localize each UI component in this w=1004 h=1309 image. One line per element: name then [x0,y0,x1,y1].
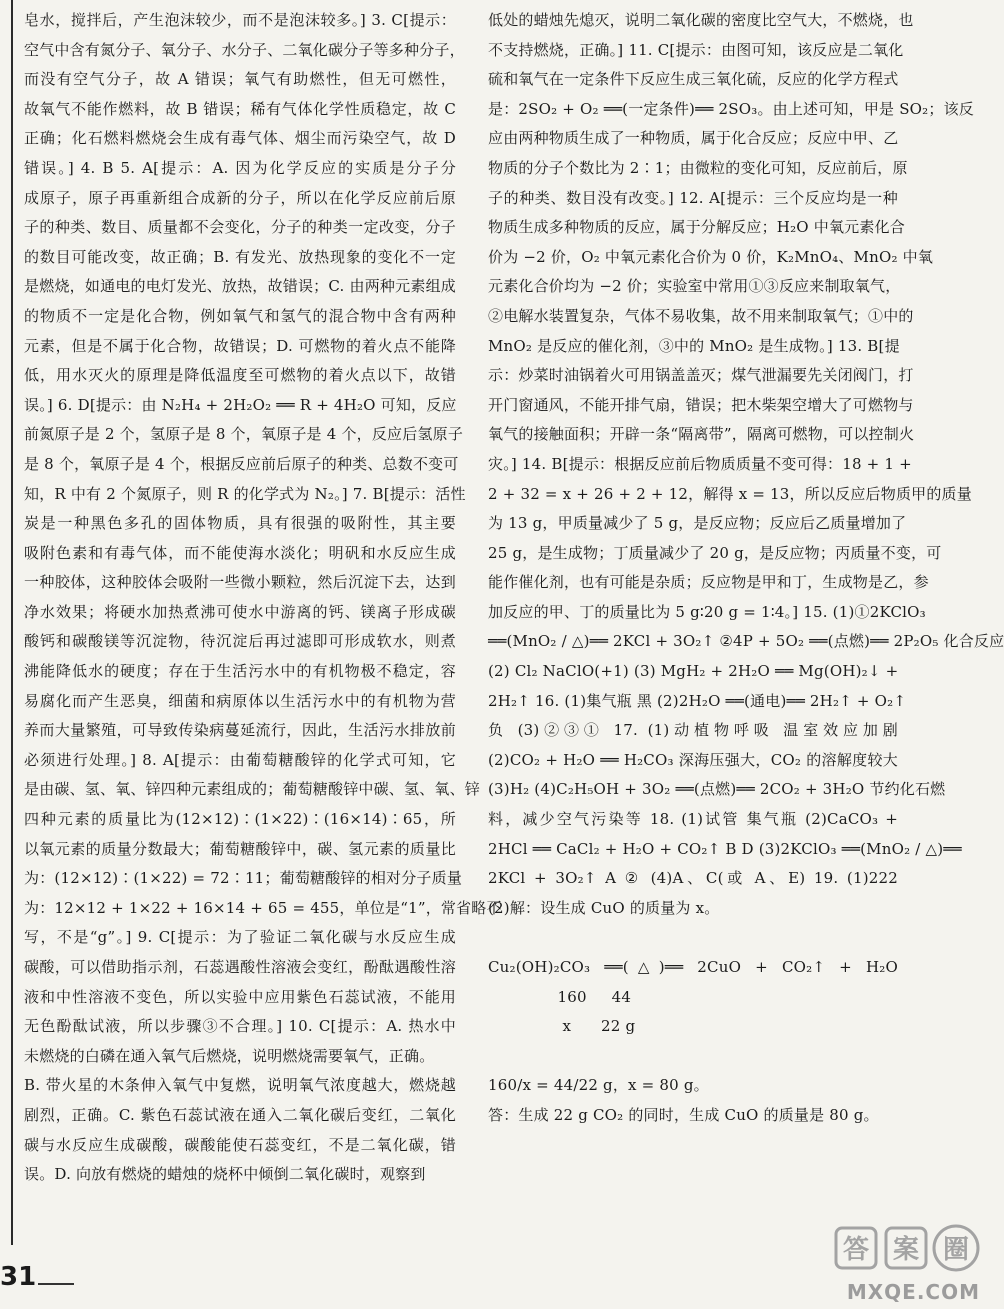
left-column-line: 养而大量繁殖，可导致传染病蔓延流行，因此，生活污水排放前 [24,721,456,740]
right-column-line: 是：2SO₂ + O₂ ══(一定条件)══ 2SO₃。由上述可知，甲是 SO₂；该反 [488,99,974,118]
left-column-line: 为：(12×12)∶(1×22) = 72∶11；葡萄糖酸锌的相对分子质量 [24,869,463,888]
right-column-line: 氧气的接触面积；开辟一条“隔离带”，隔离可燃物，可以控制火 [488,425,915,444]
left-column-line: 元素，但是不属于化合物，故错误；D. 可燃物的着火点不能降 [24,336,456,355]
left-column-line: 是 8 个，氧原子是 4 个，根据反应前后原子的种类、总数不变可 [24,454,459,473]
right-column-line: 2 + 32 = x + 26 + 2 + 12，解得 x = 13，所以反应后物质甲的质量 [488,484,972,503]
left-column-line: 无色酚酞试液，所以步骤③不合理。] 10. C[提示：A. 热水中 [24,1017,456,1036]
page-number: 31 [0,1262,37,1292]
left-column-line: 液和中性溶液不变色，所以实验中应用紫色石蕊试液，不能用 [24,987,456,1006]
left-column-line: 故氧气不能作燃料，故 B 错误；稀有气体化学性质稳定，故 C [24,99,456,118]
watermark-char-3: 圈 [942,1235,970,1265]
left-column-line: 低，用水灭火的原理是降低温度至可燃物的着火点以下，故错 [24,366,456,385]
left-column-line: 未燃烧的白磷在通入氧气后燃烧，说明燃烧需要氧气，正确。 [24,1046,435,1065]
left-column-line: 知，R 中有 2 个氮原子，则 R 的化学式为 N₂。] 7. B[提示：活性 [24,484,466,503]
right-column-line: 答：生成 22 g CO₂ 的同时，生成 CuO 的质量是 80 g。 [488,1105,879,1124]
right-column-line: (2)解：设生成 CuO 的质量为 x。 [488,898,720,917]
left-column-line: 子的种类、数目、质量都不会变化，分子的种类一定改变，分子 [24,218,456,237]
left-column-line: 必须进行处理。] 8. A[提示：由葡萄糖酸锌的化学式可知，它 [24,750,456,769]
left-column-line: 剧烈，正确。C. 紫色石蕊试液在通入二氧化碳后变红，二氧化 [24,1105,456,1124]
watermark-site-text: MXQE.COM [846,1280,980,1304]
left-column-line: 酸钙和碳酸镁等沉淀物，待沉淀后再过滤即可形成软水，则煮 [24,632,456,651]
right-column-line: 开门窗通风，不能开排气扇，错误；把木柴架空增大了可燃物与 [488,395,914,414]
left-column-line: 成原子，原子再重新组合成新的分子，所以在化学反应前后原 [24,188,456,207]
left-column-line: 炭是一种黑色多孔的固体物质，具有很强的吸附性，其主要 [24,514,456,533]
right-column-line: 应由两种物质生成了一种物质，属于化合反应；反应中甲、乙 [488,129,899,148]
right-column-line: ══(MnO₂ / △)══ 2KCl + 3O₂↑ ②4P + 5O₂ ══(点燃)══ 2P₂O₅ 化合反应 [488,632,1004,651]
left-column-line: 误。D. 向放有燃烧的蜡烛的烧杯中倾倒二氧化碳时，观察到 [24,1165,426,1184]
right-column-line: 能作催化剂，也有可能是杂质；反应物是甲和丁，生成物是乙，参 [488,573,929,592]
right-column-line: 灾。] 14. B[提示：根据反应前后物质质量不变可得：18 + 1 + [488,454,912,473]
margin-rule [11,0,13,1245]
left-column-line: 是燃烧，如通电的电灯发光、放热，故错误；C. 由两种元素组成 [24,277,456,296]
left-column-line: 皂水，搅拌后，产生泡沫较少，而不是泡沫较多。] 3. C[提示： [24,11,456,29]
left-column-line: 写，不是“g”。] 9. C[提示：为了验证二氧化碳与水反应生成 [24,928,456,947]
page-number-dash [38,1283,74,1285]
right-column-line: 为 13 g，甲质量减少了 5 g，是反应物；反应后乙质量增加了 [488,514,907,533]
left-column-line: 前氮原子是 2 个，氢原子是 8 个，氧原子是 4 个，反应后氢原子 [24,425,464,444]
right-column-line: 2KCl + 3O₂↑ A ② (4)A、C(或 A、E) 19. (1)222 [488,869,898,888]
left-column-line: 的物质不一定是化合物，例如氧气和氢气的混合物中含有两种 [24,306,456,325]
left-column-line: 而没有空气分子，故 A 错误；氧气有助燃性，但无可燃性， [24,70,456,89]
right-column-line: ②电解水装置复杂，气体不易收集，故不用来制取氧气；①中的 [488,306,914,325]
right-column-line: 料，减少空气污染等 18. (1)试管 集气瓶 (2)CaCO₃ + [488,810,898,829]
right-column-line: 2HCl ══ CaCl₂ + H₂O + CO₂↑ B D (3)2KClO₃ ══(MnO₂ / △)══ [488,839,962,858]
left-column-line: 错误。] 4. B 5. A[提示：A. 因为化学反应的实质是分子分 [24,158,456,177]
right-column-line: (2)CO₂ + H₂O ══ H₂CO₃ 深海压强大，CO₂ 的溶解度较大 [488,750,898,769]
right-column-line: 子的种类、数目没有改变。] 12. A[提示：三个反应均是一种 [488,188,898,207]
left-column-line: 空气中含有氮分子、氧分子、水分子、二氧化碳分子等多种分子， [24,40,465,59]
right-column-line [488,923,898,953]
left-column-line: 的数目可能改变，故正确；B. 有发光、放热现象的变化不一定 [24,247,456,266]
right-column-line: 160/x = 44/22 g，x = 80 g。 [488,1076,709,1095]
right-column-line: MnO₂ 是反应的催化剂，③中的 MnO₂ 是生成物。] 13. B[提 [488,336,900,355]
left-column-line: 正确；化石燃料燃烧会生成有毒气体、烟尘而污染空气，故 D [24,129,456,148]
left-column-line: 吸附色素和有毒气体，而不能使海水淡化；明矾和水反应生成 [24,543,456,562]
left-column-line: 一种胶体，这种胶体会吸附一些微小颗粒，然后沉淀下去，达到 [24,573,456,592]
right-column-line: 价为 −2 价，O₂ 中氧元素化合价为 0 价，K₂MnO₄、MnO₂ 中氧 [488,247,934,266]
right-column-line: 低处的蜡烛先熄灭，说明二氧化碳的密度比空气大，不燃烧，也 [488,11,914,29]
left-column-line: 沸能降低水的硬度；存在于生活污水中的有机物极不稳定，容 [24,662,456,681]
right-column-line: 不支持燃烧，正确。] 11. C[提示：由图可知，该反应是二氧化 [488,40,904,59]
right-column-line: 负 (3)②③① 17. (1)动植物呼吸 温室效应加剧 [488,721,898,740]
right-column-line [488,1042,898,1072]
watermark-char-2: 案 [892,1235,920,1265]
right-column-line: 物质的分子个数比为 2∶1；由微粒的变化可知，反应前后，原 [488,158,908,177]
right-column-line: 硫和氧气在一定条件下反应生成三氧化硫，反应的化学方程式 [488,70,899,89]
watermark-char-1: 答 [842,1235,870,1265]
left-column-line: 误。] 6. D[提示：由 N₂H₄ + 2H₂O₂ ══ R + 4H₂O 可知，反应 [24,395,457,414]
right-column-line: 160 44 [488,987,632,1006]
right-column-line: (3)H₂ (4)C₂H₅OH + 3O₂ ══(点燃)══ 2CO₂ + 3H₂O 节约化石燃 [488,780,946,799]
left-column-line: 碳酸，可以借助指示剂，石蕊遇酸性溶液会变红，酚酞遇酸性溶 [24,958,456,976]
left-text-column [24,6,502,1190]
right-column-line: 物质生成多种物质的反应，属于分解反应；H₂O 中氧元素化合 [488,218,905,237]
right-column-line: 示：炒菜时油锅着火可用锅盖盖灭；煤气泄漏要先关闭阀门，打 [488,366,914,385]
left-column-line: 为：12×12 + 1×22 + 16×14 + 65 = 455，单位是“1”，常省略不 [24,898,502,917]
left-column-line: 是由碳、氢、氧、锌四种元素组成的；葡萄糖酸锌中碳、氢、氧、锌 [24,780,481,799]
left-column-line: B. 带火星的木条伸入氧气中复燃，说明氧气浓度越大，燃烧越 [24,1076,456,1095]
left-column-line: 净水效果；将硬水加热煮沸可使水中游离的钙、镁离子形成碳 [24,602,456,621]
right-text-column [488,6,1004,1131]
left-column-line: 碳与水反应生成碳酸，碳酸能使石蕊变红，不是二氧化碳，错 [24,1135,456,1154]
left-column-line: 以氧元素的质量分数最大；葡萄糖酸锌中，碳、氢元素的质量比 [24,839,456,858]
left-column-line: 四种元素的质量比为(12×12)∶(1×22)∶(16×14)∶65，所 [24,810,456,829]
right-column-line: (2) Cl₂ NaClO(+1) (3) MgH₂ + 2H₂O ══ Mg(OH)₂↓ + [488,662,899,681]
right-column-line: 2H₂↑ 16. (1)集气瓶 黑 (2)2H₂O ══(通电)══ 2H₂↑ + O₂↑ [488,691,907,710]
right-column-line: 元素化合价均为 −2 价；实验室中常用①③反应来制取氧气， [488,277,901,296]
left-column-line: 易腐化而产生恶臭，细菌和病原体以生活污水中的有机物为营 [24,691,456,710]
right-column-line: 加反应的甲、丁的质量比为 5 g∶20 g = 1∶4。] 15. (1)①2KClO₃ [488,602,926,621]
right-column-line: 25 g，是生成物；丁质量减少了 20 g，是反应物；丙质量不变，可 [488,543,942,562]
right-column-line: Cu₂(OH)₂CO₃ ══(△)══ 2CuO + CO₂↑ + H₂O [488,958,898,976]
right-column-line: x 22 g [488,1017,636,1036]
